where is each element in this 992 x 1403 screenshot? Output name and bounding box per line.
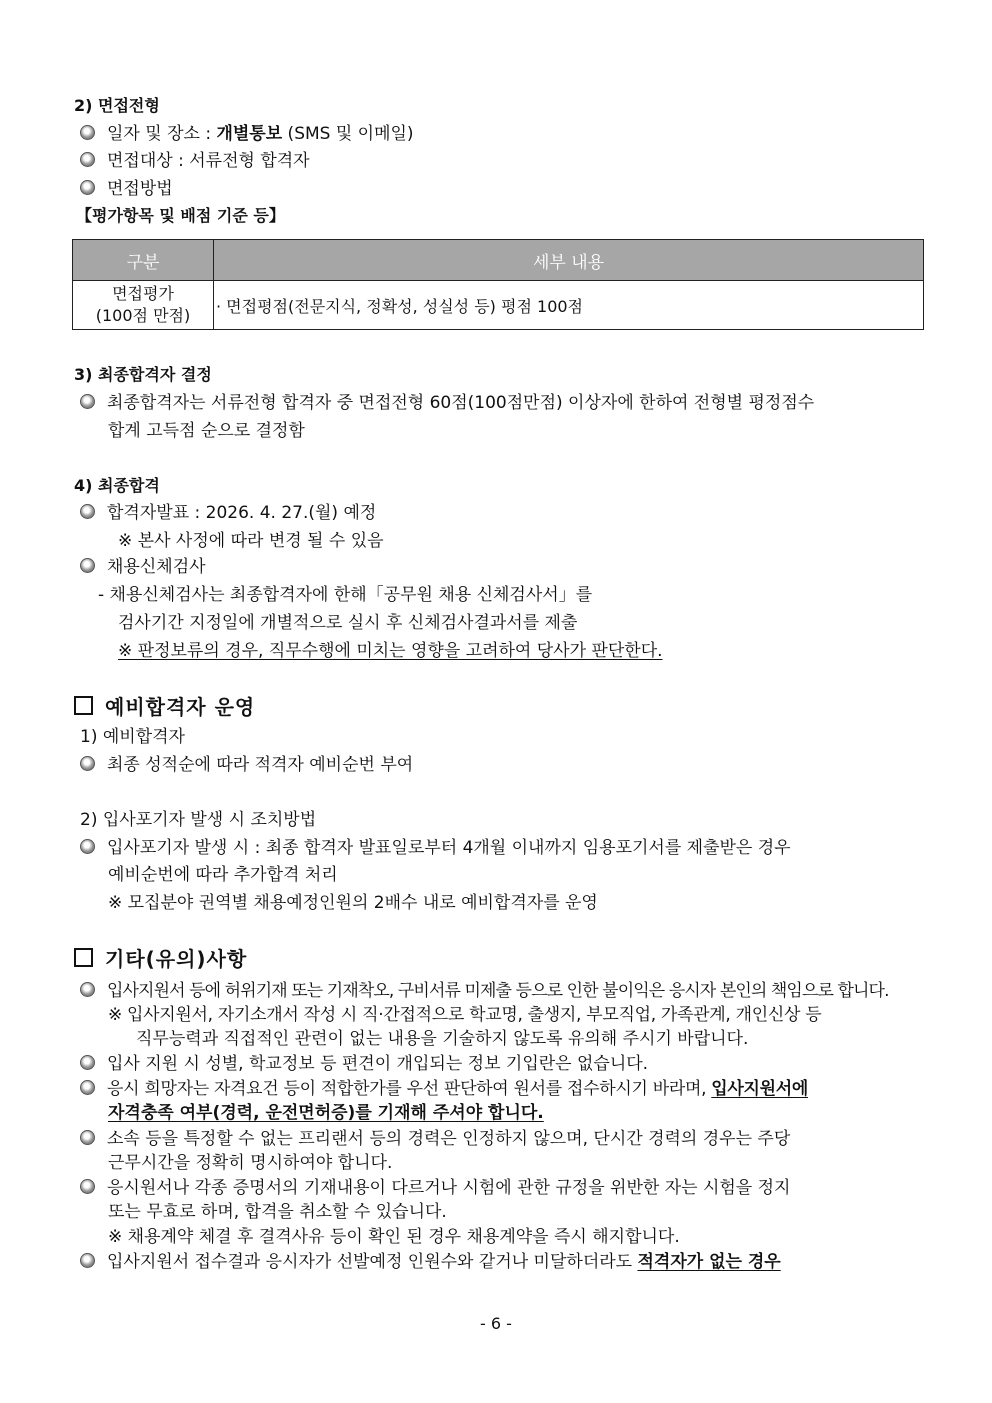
text-line: 검사기간 지정일에 개별적으로 실시 후 신체검사결과서를 제출 [118, 613, 578, 633]
circle-bullet-icon [80, 1130, 95, 1145]
circle-bullet-icon [80, 756, 95, 771]
list-item [80, 1177, 790, 1199]
criteria-title: 【평가항목 및 배점 기준 등】 [76, 206, 285, 225]
table-row [73, 281, 924, 330]
text: 응시원서나 각종 증명서의 기재내용이 다르거나 시험에 관한 규정을 위반한 자는 시험을 정지 [107, 1178, 791, 1198]
circle-bullet-icon [80, 504, 95, 519]
circle-bullet-icon [80, 839, 95, 854]
circle-bullet-icon [80, 1253, 95, 1268]
circle-bullet-icon [80, 1179, 95, 1194]
circle-bullet-icon [80, 1080, 95, 1095]
text-line: 합계 고득점 순으로 결정함 [108, 421, 305, 441]
section-4-heading: 4) 최종합격 [74, 476, 160, 495]
text: 면접대상 : 서류전형 합격자 [107, 151, 310, 171]
circle-bullet-icon [80, 558, 95, 573]
text: 입사 지원 시 성별, 학교정보 등 편견이 개입되는 정보 기입란은 없습니다. [107, 1054, 649, 1074]
text: 입사포기자 발생 시 : 최종 합격자 발표일로부터 4개월 이내까지 임용포기서를 제출받은 경우 [107, 838, 791, 858]
section-2-heading: 2) 면접전형 [74, 96, 160, 115]
evaluation-table [72, 239, 924, 330]
cell-line: 면접평가 [112, 284, 174, 303]
cell-line: (100점 만점) [95, 306, 191, 325]
list-item [80, 1128, 790, 1150]
text: 채용신체검사 [107, 557, 206, 577]
list-item [80, 178, 173, 200]
table-cell [73, 281, 214, 330]
text: 면접방법 [107, 179, 173, 199]
text: 합격자발표 : 2026. 4. 27.(월) 예정 [107, 503, 377, 523]
emphasis-text: 개별통보 [216, 124, 283, 144]
list-item [80, 980, 889, 1002]
text-line: 예비순번에 따라 추가합격 처리 [108, 865, 338, 885]
list-item [80, 556, 206, 578]
text: 최종 성적순에 따라 적격자 예비순번 부여 [107, 755, 414, 775]
text: 응시 희망자는 자격요건 등이 적합한가를 우선 판단하여 원서를 접수하시기 바라며, [107, 1079, 712, 1099]
list-item [80, 1251, 781, 1273]
list-item [80, 1053, 648, 1075]
text: 일자 및 장소 : [107, 124, 217, 144]
note-text: ※ 본사 사정에 따라 변경 될 수 있음 [118, 531, 384, 551]
circle-bullet-icon [80, 152, 95, 167]
text: (SMS 및 이메일) [282, 124, 414, 144]
section-title: 예비합격자 운영 [105, 695, 256, 719]
note-text: 직무능력과 직접적인 관련이 없는 내용을 기술하지 않도록 유의해 주시기 바랍니다. [136, 1029, 749, 1049]
page-number: - 6 - [480, 1314, 512, 1333]
list-item [80, 150, 310, 172]
circle-bullet-icon [80, 125, 95, 140]
etc-heading [74, 948, 247, 970]
text: 입사지원서 접수결과 응시자가 선발예정 인원수와 같거나 미달하더라도 [107, 1252, 638, 1272]
text-line [108, 1102, 544, 1124]
circle-bullet-icon [80, 394, 95, 409]
list-item [80, 837, 791, 859]
text: 입사지원서 등에 허위기재 또는 기재착오, 구비서류 미제출 등으로 인한 불이익은 응시자 본인의 책임으로 합니다. [107, 981, 889, 1001]
list-item [80, 502, 376, 524]
list-item [80, 1078, 808, 1100]
text-line: 또는 무효로 하며, 합격을 취소할 수 있습니다. [108, 1202, 447, 1222]
list-item [80, 123, 414, 145]
table-header-cell: 세부 내용 [214, 240, 924, 281]
circle-bullet-icon [80, 1055, 95, 1070]
text: 최종합격자는 서류전형 합격자 중 면접전형 60점(100점만점) 이상자에 한하여 전형별 평정점수 [107, 393, 815, 413]
circle-bullet-icon [80, 982, 95, 997]
empty-square-icon [74, 948, 93, 967]
list-item [80, 754, 413, 776]
note-text: ※ 채용계약 체결 후 결격사유 등이 확인 된 경우 채용계약을 즉시 해지합니다. [108, 1227, 680, 1247]
underlined-emphasis: 입사지원서에 [711, 1079, 809, 1099]
underlined-emphasis: 자격충족 여부(경력, 운전면허증)를 기재해 주셔야 합니다. [108, 1103, 544, 1123]
empty-square-icon [74, 696, 93, 715]
list-item [80, 392, 814, 414]
subheading: 1) 예비합격자 [80, 727, 185, 747]
circle-bullet-icon [80, 180, 95, 195]
section-3-heading: 3) 최종합격자 결정 [74, 365, 212, 384]
text-line: 근무시간을 정확히 명시하여야 합니다. [108, 1153, 393, 1173]
text: 소속 등을 특정할 수 없는 프리랜서 등의 경력은 인정하지 않으며, 단시간 경력의 경우는 주당 [107, 1129, 791, 1149]
note-text: ※ 입사지원서, 자기소개서 작성 시 직·간접적으로 학교명, 출생지, 부모직업, 가족관계, 개인신상 등 [108, 1005, 822, 1025]
note-text [118, 640, 663, 662]
section-title: 기타(유의)사항 [105, 947, 248, 971]
table-header-row [73, 240, 924, 281]
underlined-text: ※ 판정보류의 경우, 직무수행에 미치는 영향을 고려하여 당사가 판단한다. [118, 641, 663, 661]
subheading: 2) 입사포기자 발생 시 조치방법 [80, 810, 317, 830]
table-header-cell: 구분 [73, 240, 214, 281]
underlined-emphasis: 적격자가 없는 경우 [637, 1252, 781, 1272]
text-line: - 채용신체검사는 최종합격자에 한해「공무원 채용 신체검사서」를 [98, 585, 593, 605]
reserve-heading [74, 696, 255, 718]
note-text: ※ 모집분야 권역별 채용예정인원의 2배수 내로 예비합격자를 운영 [108, 893, 598, 913]
table-cell: · 면접평점(전문지식, 정확성, 성실성 등) 평점 100점 [214, 281, 924, 330]
